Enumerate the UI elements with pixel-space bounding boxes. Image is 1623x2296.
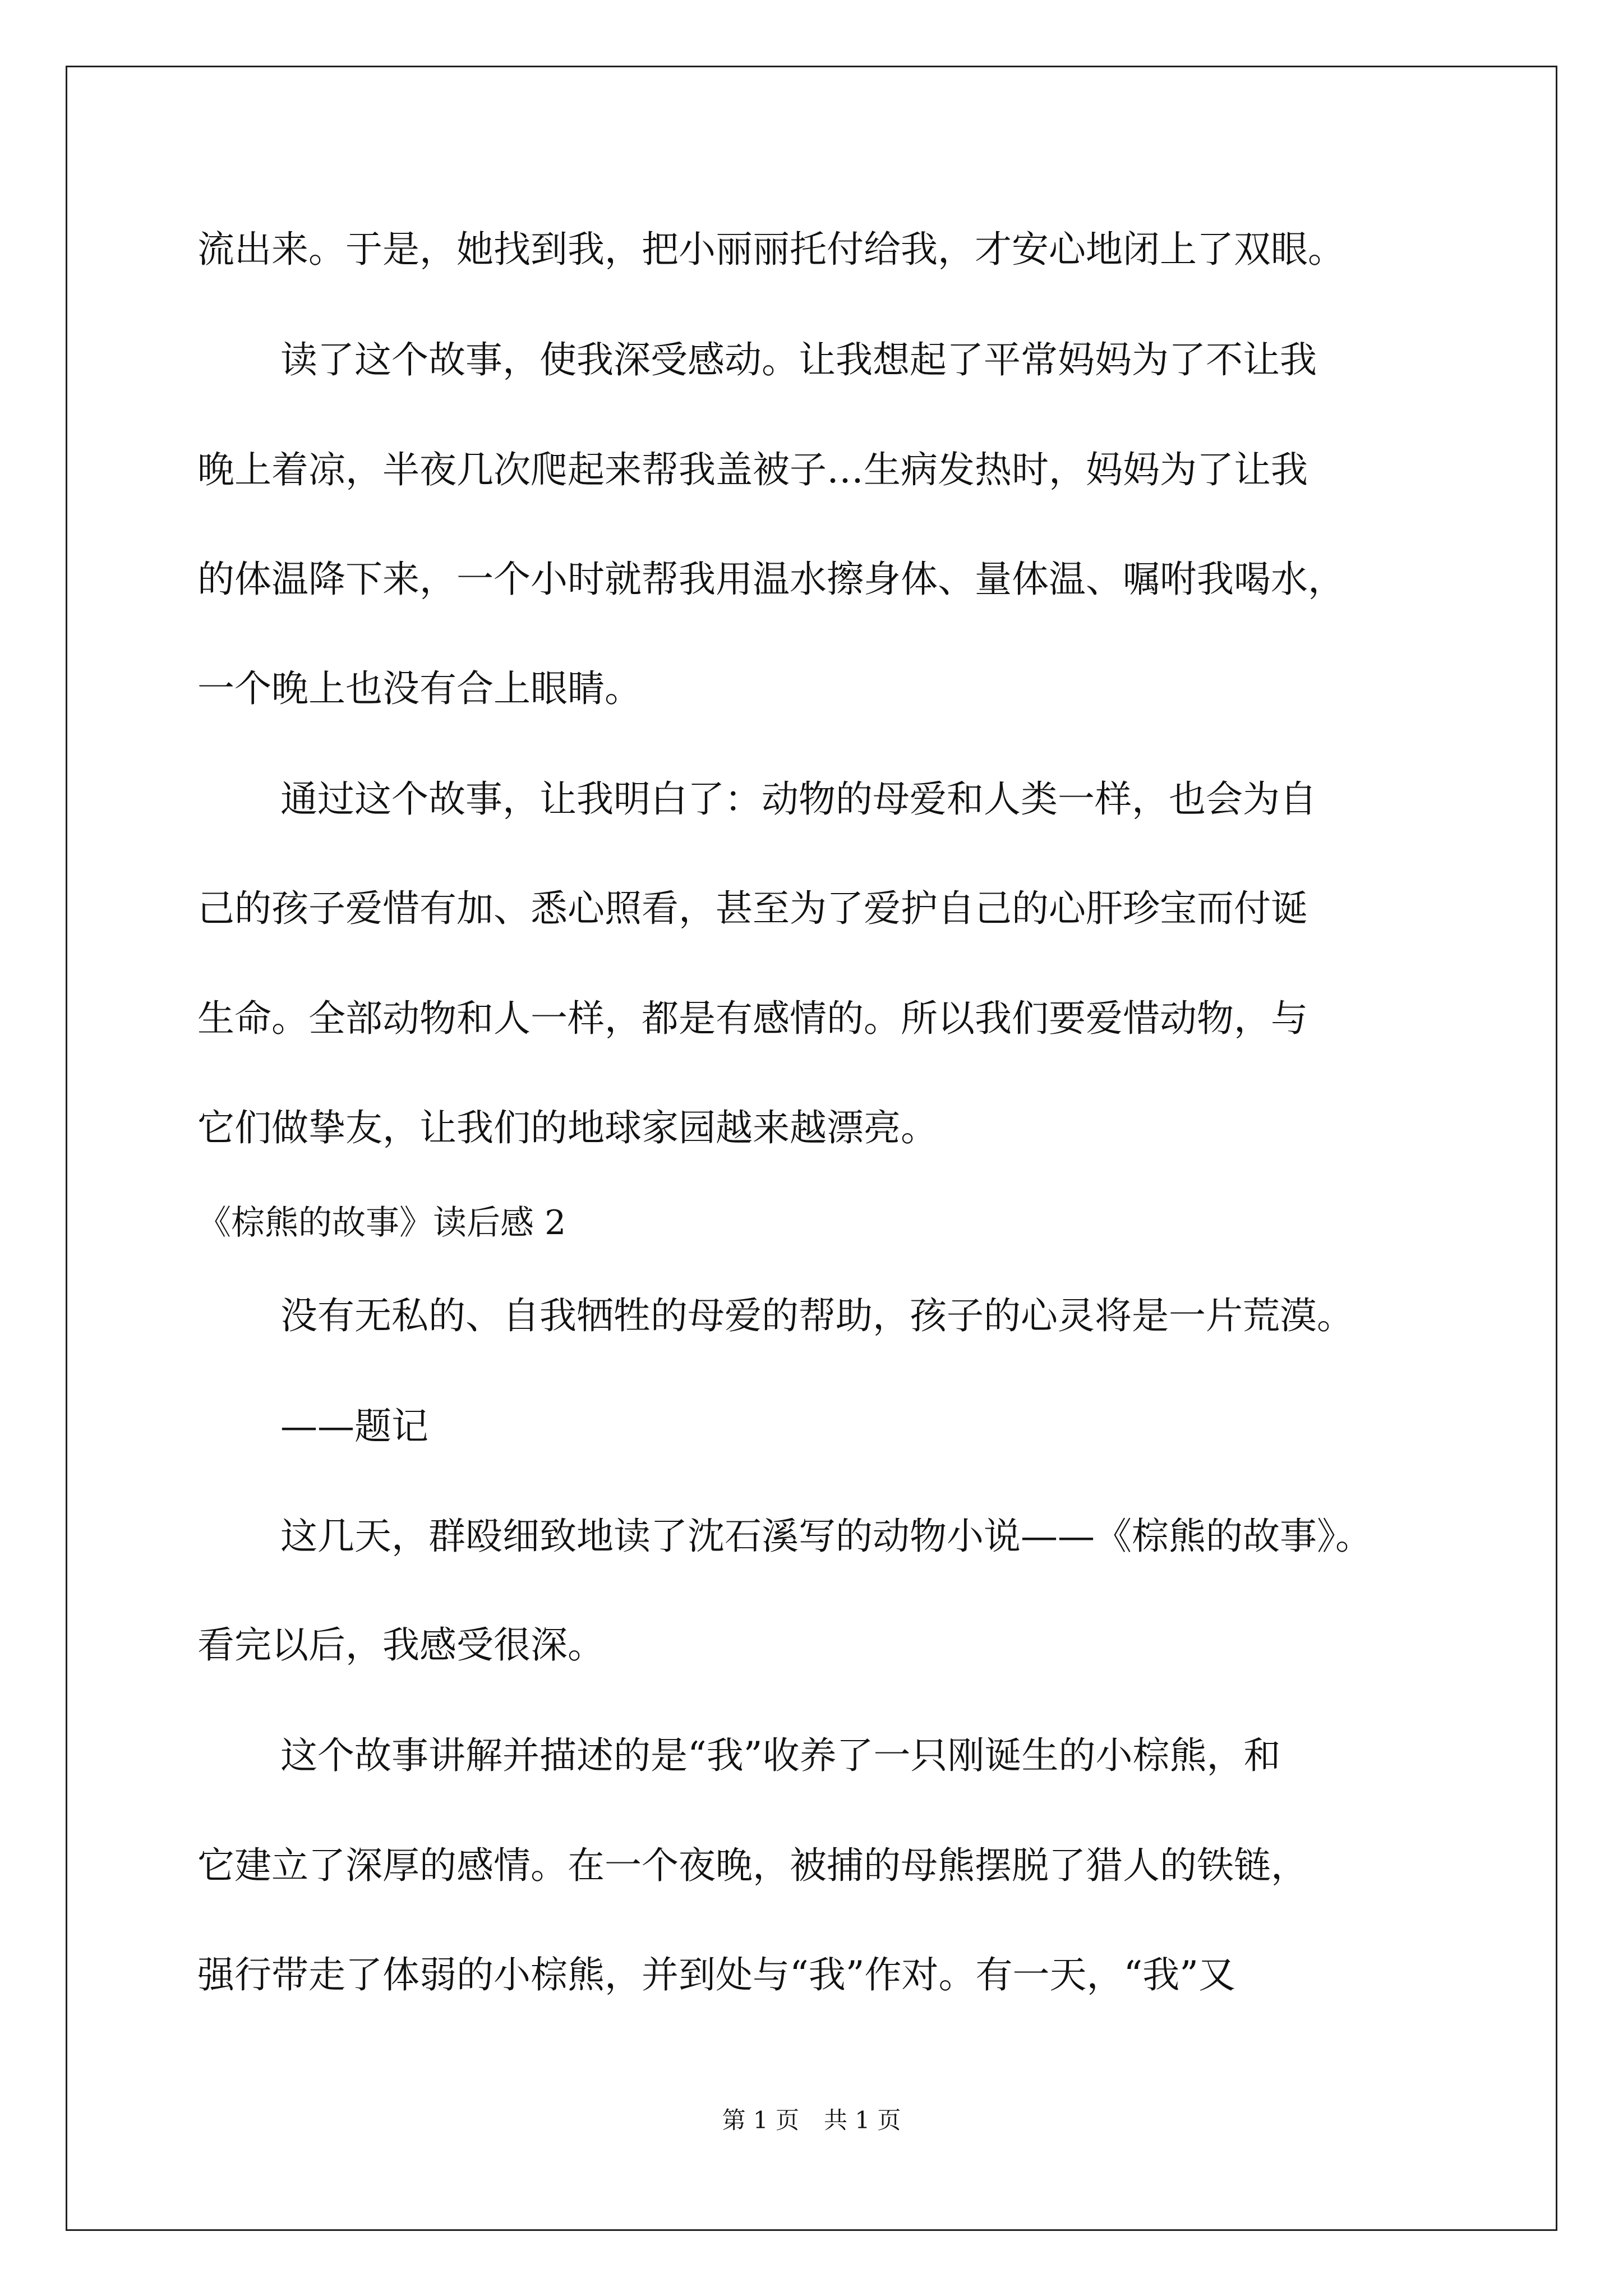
page-number: 第 1 页 bbox=[722, 2106, 799, 2134]
text-line: 生命。全部动物和人一样，都是有感情的。所以我们要爱惜动物，与 bbox=[197, 997, 1308, 1040]
text-line: 己的孩子爱惜有加、悉心照看，甚至为了爱护自己的心肝珍宝而付诞 bbox=[197, 887, 1308, 930]
page-total: 共 1 页 bbox=[824, 2106, 901, 2134]
text-line: 看完以后，我感受很深。 bbox=[197, 1623, 605, 1667]
text-line: 一个晚上也没有合上眼睛。 bbox=[197, 667, 642, 710]
text-line: 这几天，群殴细致地读了沈石溪写的动物小说——《棕熊的故事》。 bbox=[280, 1515, 1372, 1558]
epigraph-attribution: ——题记 bbox=[280, 1405, 428, 1448]
text-line: 强行带走了体弱的小棕熊，并到处与“我”作对。有一天，“我”又 bbox=[197, 1953, 1235, 1996]
page-footer bbox=[0, 2106, 1623, 2134]
text-line: 通过这个故事，让我明白了：动物的母爱和人类一样，也会为自 bbox=[280, 777, 1317, 821]
text-line: 读了这个故事，使我深受感动。让我想起了平常妈妈为了不让我 bbox=[280, 338, 1317, 381]
section-heading: 《棕熊的故事》读后感 2 bbox=[197, 1203, 566, 1243]
text-line: 晚上着凉，半夜几次爬起来帮我盖被子…生病发热时，妈妈为了让我 bbox=[197, 448, 1308, 491]
text-line: 的体温降下来，一个小时就帮我用温水擦身体、量体温、嘱咐我喝水， bbox=[197, 558, 1345, 601]
text-line: 它建立了深厚的感情。在一个夜晚，被捕的母熊摆脱了猎人的铁链， bbox=[197, 1844, 1308, 1887]
text-line: 这个故事讲解并描述的是“我”收养了一只刚诞生的小棕熊，和 bbox=[280, 1734, 1281, 1777]
text-line: 流出来。于是，她找到我，把小丽丽托付给我，才安心地闭上了双眼。 bbox=[197, 228, 1345, 271]
text-line: 它们做挚友，让我们的地球家园越来越漂亮。 bbox=[197, 1106, 938, 1149]
text-line: 没有无私的、自我牺牲的母爱的帮助，孩子的心灵将是一片荒漠。 bbox=[280, 1294, 1354, 1337]
